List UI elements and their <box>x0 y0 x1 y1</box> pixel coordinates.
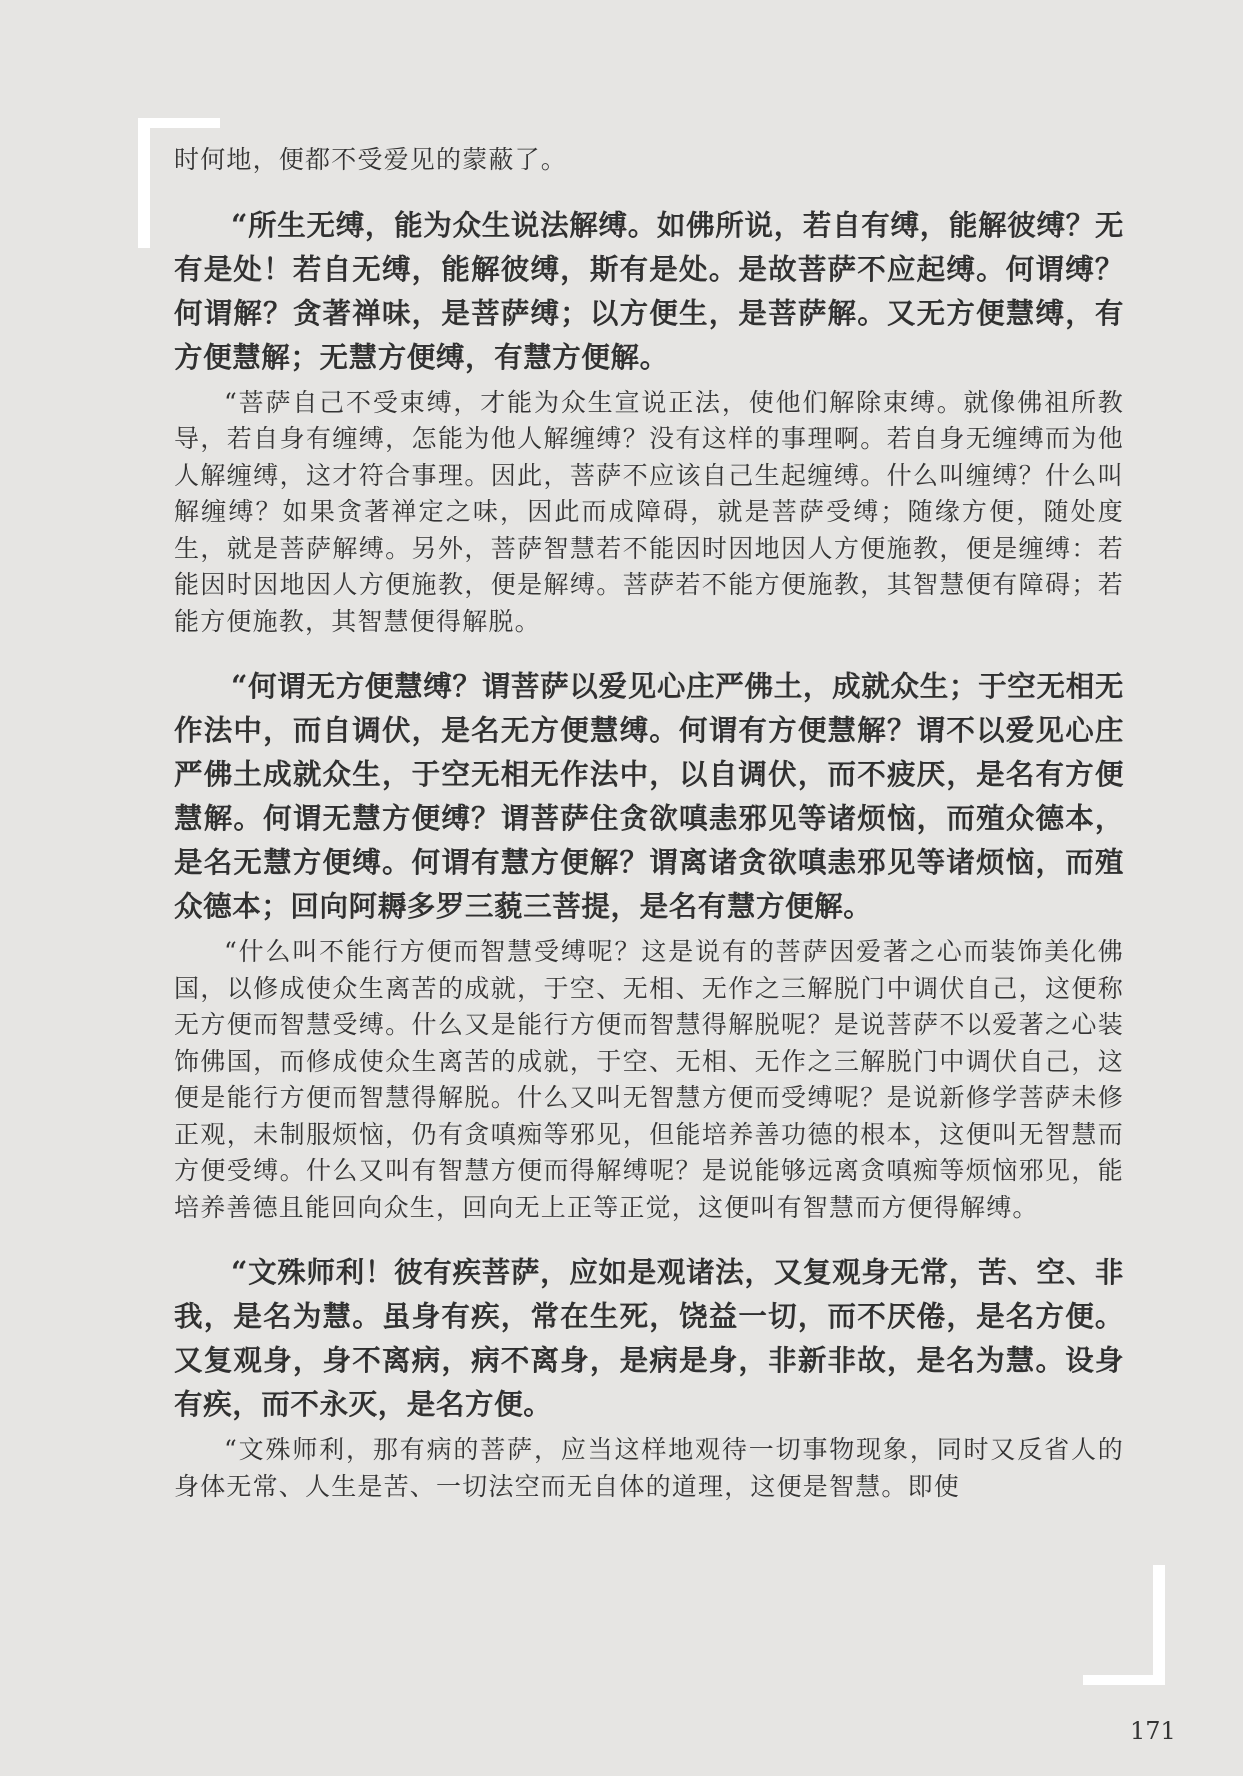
original-text-paragraph: “所生无缚，能为众生说法解缚。如佛所说，若自有缚，能解彼缚？无有是处！若自无缚，能解彼缚，斯有是处。是故菩萨不应起缚。何谓缚？何谓解？贪著禅味，是菩萨缚；以方便生，是菩萨解。又无方便慧缚，有方便慧解；无慧方便缚，有慧方便解。 <box>174 207 1124 374</box>
page-body <box>174 142 1124 1505</box>
original-text-paragraph: “何谓无方便慧缚？谓菩萨以爱见心庄严佛土，成就众生；于空无相无作法中，而自调伏，是名无方便慧缚。何谓有方便慧解？谓不以爱见心庄严佛土成就众生，于空无相无作法中，以自调伏，而不疲厌，是名有方便慧解。何谓无慧方便缚？谓菩萨住贪欲嗔恚邪见等诸烦恼，而殖众德本，是名无慧方便缚。何谓有慧方便解？谓离诸贪欲嗔恚邪见等诸烦恼，而殖众德本；回向阿耨多罗三藐三菩提，是名有慧方便解。 <box>174 669 1124 923</box>
corner-bracket-bottom-right <box>1083 1565 1165 1685</box>
translation-paragraph: “菩萨自己不受束缚，才能为众生宣说正法，使他们解除束缚。就像佛祖所教导，若自身有缠缚，怎能为他人解缠缚？没有这样的事理啊。若自身无缠缚而为他人解缠缚，这才符合事理。因此，菩萨不应该自己生起缠缚。什么叫缠缚？什么叫解缠缚？如果贪著禅定之味，因此而成障碍，就是菩萨受缚；随缘方便，随处度生，就是菩萨解缚。另外，菩萨智慧若不能因时因地因人方便施教，便是缠缚：若能因时因地因人方便施教，便是解缚。菩萨若不能方便施教，其智慧便有障碍；若能方便施教，其智慧便得解脱。 <box>174 387 1124 636</box>
page-number: 171 <box>1130 1717 1176 1745</box>
translation-paragraph: “什么叫不能行方便而智慧受缚呢？这是说有的菩萨因爱著之心而装饰美化佛国，以修成使众生离苦的成就，于空、无相、无作之三解脱门中调伏自己，这便称无方便而智慧受缚。什么又是能行方便而智慧得解脱呢？是说菩萨不以爱著之心装饰佛国，而修成使众生离苦的成就，于空、无相、无作之三解脱门中调伏自己，这便是能行方便而智慧得解脱。什么又叫无智慧方便而受缚呢？是说新修学菩萨未修正观，未制服烦恼，仍有贪嗔痴等邪见，但能培养善功德的根本，这便叫无智慧而方便受缚。什么又叫有智慧方便而得解缚呢？是说能够远离贪嗔痴等烦恼邪见，能培养善德且能回向众生，回向无上正等正觉，这便叫有智慧而方便得解缚。 <box>174 937 1124 1222</box>
original-text-paragraph: “文殊师利！彼有疾菩萨，应如是观诸法，又复观身无常，苦、空、非我，是名为慧。虽身有疾，常在生死，饶益一切，而不厌倦，是名方便。又复观身，身不离病，病不离身，是病是身，非新非故，是名为慧。设身有疾，而不永灭，是名方便。 <box>174 1255 1124 1421</box>
translation-paragraph: 时何地，便都不受爱见的蒙蔽了。 <box>174 145 568 174</box>
translation-paragraph: “文殊师利，那有病的菩萨，应当这样地观待一切事物现象，同时又反省人的身体无常、人生是苦、一切法空而无自体的道理，这便是智慧。即使 <box>174 1435 1124 1501</box>
